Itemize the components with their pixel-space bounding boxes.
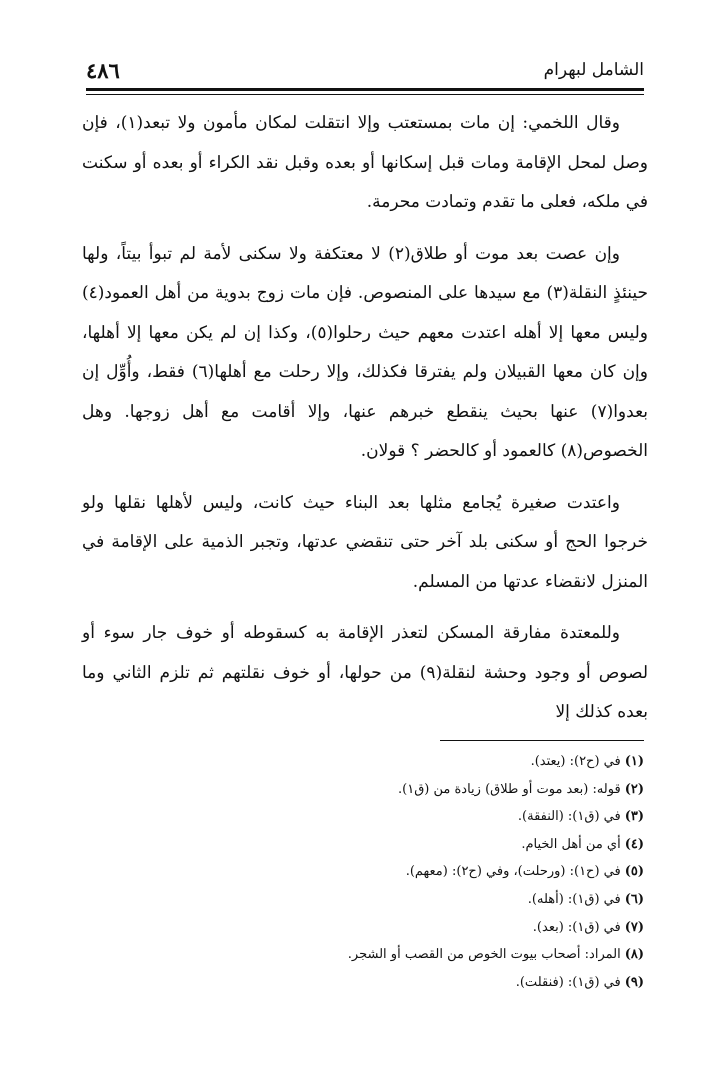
paragraph: وللمعتدة مفارقة المسكن لتعذر الإقامة به كسقوطه أو خوف جار سوء أو لصوص أو وجود وحشة لنقلة(٩) من حولها، أو خوف نقلتهم ثم تلزم الثاني وما بعده كذلك إلا: [82, 623, 648, 722]
footnote: [90, 886, 644, 914]
footnote-number: (٩): [624, 974, 644, 990]
footnote-number: (٣): [624, 809, 644, 825]
footnote-number: (٧): [624, 919, 644, 935]
footnote-number: (٨): [624, 947, 644, 963]
footnote-text: في (ق١): (بعد).: [532, 919, 621, 935]
page-number: ٤٨٦: [86, 58, 120, 83]
header-rule: [86, 88, 644, 91]
paragraph: وإن عصت بعد موت أو طلاق(٢) لا معتكفة ولا سكنى لأمة لم تبوأ بيتاً، ولها حينئذٍ النقلة(٣) مع سيدها على المنصوص. فإن مات زوج بدوية من أهل العمود(٤) وليس معها إلا أهله اعتدت معهم حيث رحلوا(٥)، وكذا إن لم يكن معها إلا أهلها، وإن كان معها القبيلان ولم يفترقا فكذلك، وإلا رحلت مع أهلها(٦) فقط، وأُوِّل إن بعدوا(٧) عنها بحيث ينقطع خبرهم عنها، وإلا أقامت مع أهل زوجها. وهل الخصوص(٨) كالعمود أو كالحضر ؟ قولان.: [82, 243, 648, 461]
footnote-text: في (ق١): (فنقلت).: [515, 974, 621, 990]
footnote: [90, 969, 644, 997]
footnote: [90, 748, 644, 776]
paragraph: واعتدت صغيرة يُجامع مثلها بعد البناء حيث كانت، وليس لأهلها نقلها ولو خرجوا الحج أو سكنى بلد آخر حتى تنقضي عدتها، وتجبر الذمية على الإقامة في المنزل لانقضاء عدتها من المسلم.: [82, 492, 648, 592]
footnote-number: (٦): [624, 891, 644, 907]
footnote: [90, 941, 644, 969]
footnote: [90, 776, 644, 804]
main-text: [82, 104, 648, 745]
footnote-number: (٥): [624, 864, 644, 880]
running-title: الشامل لبهرام: [543, 60, 644, 80]
footnotes: [90, 748, 644, 996]
footnote-number: (٤): [624, 836, 644, 852]
footnote: [90, 803, 644, 831]
footnote-text: في (ح٢): (يعتد).: [530, 754, 621, 769]
footnote-number: (١): [624, 754, 644, 769]
footnote: [90, 914, 644, 942]
footnote-text: في (ح١): (ورحلت)، وفي (ح٢): (معهم).: [405, 864, 621, 880]
footnote: [90, 831, 644, 859]
page-header: [86, 56, 644, 88]
footnote-text: في (ق١): (النفقة).: [517, 809, 621, 825]
paragraph: وقال اللخمي: إن مات بمستعتب وإلا انتقلت لمكان مأمون ولا تبعد(١)، فإن وصل لمحل الإقامة ومات قبل إسكانها أو بعده وقبل نقد الكراء أو بعده أو سكنت في ملكه، فعلى ما تقدم وتمادت محرمة.: [82, 113, 648, 212]
footnote: [90, 858, 644, 886]
header-rule-thin: [86, 94, 644, 95]
footnote-text: أي من أهل الخيام.: [521, 836, 621, 852]
footnote-text: المراد: أصحاب بيوت الخوص من القصب أو الشجر.: [347, 947, 621, 963]
footnote-text: في (ق١): (أهله).: [527, 891, 621, 907]
footnote-number: (٢): [624, 781, 644, 797]
footnote-text: قوله: (بعد موت أو طلاق) زيادة من (ق١).: [398, 781, 621, 797]
footnote-separator: [440, 740, 644, 741]
